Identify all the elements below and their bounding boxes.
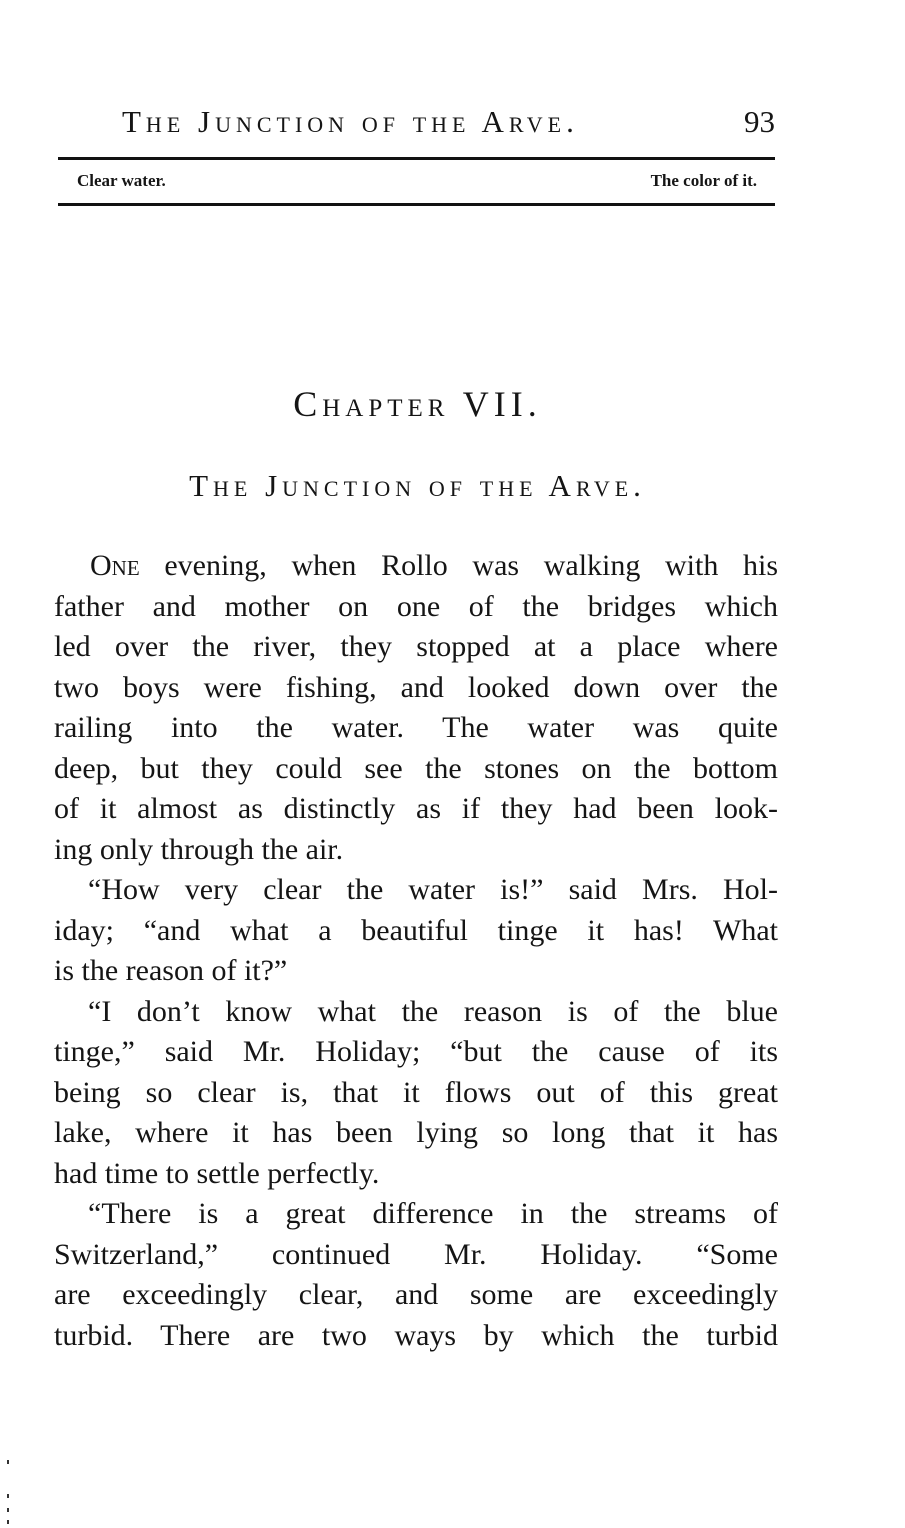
side-note-right: The color of it. <box>650 171 757 190</box>
body-line: “There is a great difference in the streams of <box>88 1197 778 1230</box>
running-head <box>122 104 775 144</box>
body-line: railing into the water. The water was quite <box>54 711 778 744</box>
body-line: father and mother on one of the bridges which <box>54 589 778 623</box>
body-line: tinge,” said Mr. Holiday; “but the cause of its <box>54 1035 778 1068</box>
body-line: “I don’t know what the reason is of the blue <box>88 994 778 1028</box>
drop-word: One <box>90 549 140 582</box>
body-line: One evening, when Rollo was walking with his <box>90 549 779 582</box>
body-line: iday; “and what a beautiful tinge it has! What <box>54 913 778 947</box>
body-line: are exceedingly clear, and some are exceedingly <box>54 1278 778 1311</box>
chapter-title: The Junction of the Arve. <box>189 468 646 503</box>
body-line: Switzerland,” continued Mr. Holiday. “Some <box>54 1237 778 1271</box>
scan-speck <box>7 1494 9 1498</box>
body-text <box>54 546 778 1356</box>
chapter-number: Chapter VII. <box>293 384 542 424</box>
body-line: being so clear is, that it flows out of this great <box>54 1075 778 1109</box>
header-rule-top <box>58 157 775 160</box>
scan-speck <box>7 1520 9 1524</box>
body-line: is the reason of it?” <box>54 954 288 987</box>
scan-speck <box>7 1508 9 1512</box>
body-line: turbid. There are two ways by which the turbid <box>54 1318 778 1352</box>
running-title: The Junction of the Arve. <box>122 104 579 139</box>
body-line: led over the river, they stopped at a place where <box>54 630 778 663</box>
body-line: “How very clear the water is!” said Mrs. Hol- <box>88 873 778 906</box>
side-note-left: Clear water. <box>77 171 166 190</box>
body-line: of it almost as distinctly as if they had been look- <box>54 792 778 825</box>
page-number: 93 <box>744 104 775 139</box>
scan-speck <box>7 1460 9 1464</box>
body-line: had time to settle perfectly. <box>54 1156 380 1190</box>
body-line: two boys were fishing, and looked down over the <box>54 670 778 704</box>
header-rule-bottom <box>58 203 775 206</box>
body-line: ing only through the air. <box>54 832 344 866</box>
body-line: deep, but they could see the stones on the bottom <box>54 751 778 785</box>
body-line: lake, where it has been lying so long that it has <box>54 1116 778 1149</box>
